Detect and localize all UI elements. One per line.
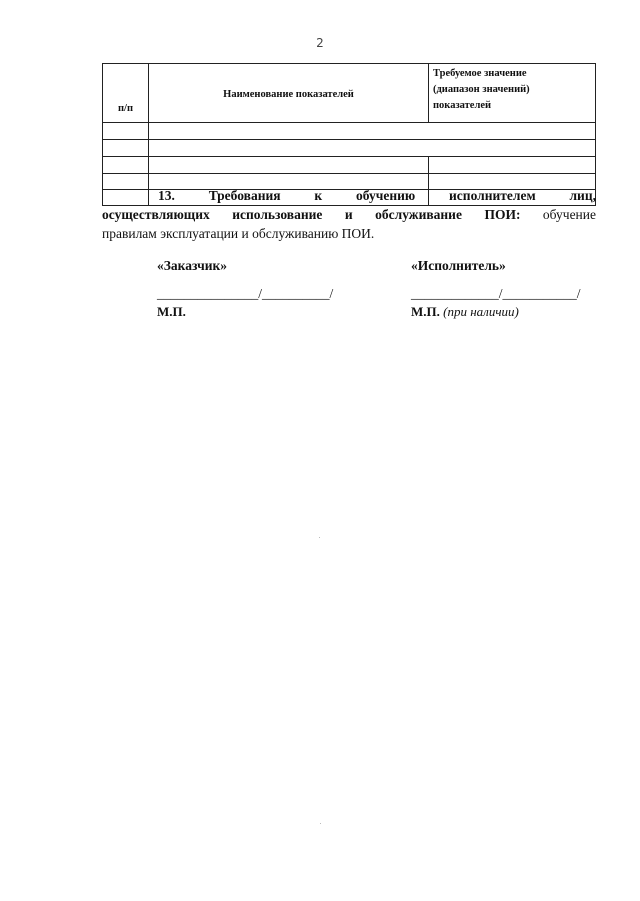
header-value-line3: показателей [433, 100, 492, 111]
contractor-stamp-text: М.П. [411, 304, 440, 319]
section-13-word: осуществляющих [102, 207, 210, 222]
section-13-word: обучению [355, 188, 416, 203]
header-name: Наименование показателей [149, 64, 429, 123]
table-cell-num [103, 157, 149, 174]
section-13-word: Требования [208, 188, 281, 203]
table-cell-value [429, 157, 596, 174]
section-13-word: исполнителем [449, 188, 536, 203]
scan-speck [320, 823, 321, 824]
table-row [103, 140, 596, 157]
contractor-label: «Исполнитель» [411, 258, 506, 273]
section-13-line-2 [102, 205, 596, 224]
scan-speck [319, 537, 320, 538]
section-13-word: использование [232, 207, 323, 222]
table-cell-num [103, 140, 149, 157]
section-13-word: к [314, 188, 323, 203]
section-13-paragraph [102, 186, 596, 243]
page-number: 2 [316, 36, 324, 50]
table-header-row [103, 64, 596, 123]
section-13-word: обслуживание [375, 207, 462, 222]
table-cell-merged [149, 123, 596, 140]
contractor-signature-line: _____________/___________/ [411, 286, 581, 301]
header-value [429, 64, 596, 123]
section-13-word: и [344, 207, 353, 222]
indicators-table [102, 63, 596, 206]
contractor-stamp-note: (при наличии) [443, 304, 519, 319]
table-row [103, 157, 596, 174]
header-value-line1: Требуемое значение [433, 68, 527, 79]
section-13-line-3: правилам эксплуатации и обслуживанию ПОИ. [102, 226, 375, 241]
section-13-word: обучение [542, 207, 596, 222]
table-cell-name [149, 157, 429, 174]
section-13-word: ПОИ: [484, 207, 521, 222]
table-cell-num [103, 123, 149, 140]
section-13-line-1 [102, 186, 596, 205]
section-13-word: лиц, [569, 188, 596, 203]
header-num: п/п [103, 64, 149, 123]
table-row [103, 123, 596, 140]
customer-signature-line: _______________/__________/ [157, 286, 334, 301]
header-value-line2: (диапазон значений) [433, 84, 530, 95]
table-cell-merged [149, 140, 596, 157]
contractor-stamp-label [411, 304, 519, 320]
customer-stamp-label: М.П. [157, 304, 186, 319]
section-13-word: 13. [158, 188, 175, 203]
customer-label: «Заказчик» [157, 258, 228, 273]
